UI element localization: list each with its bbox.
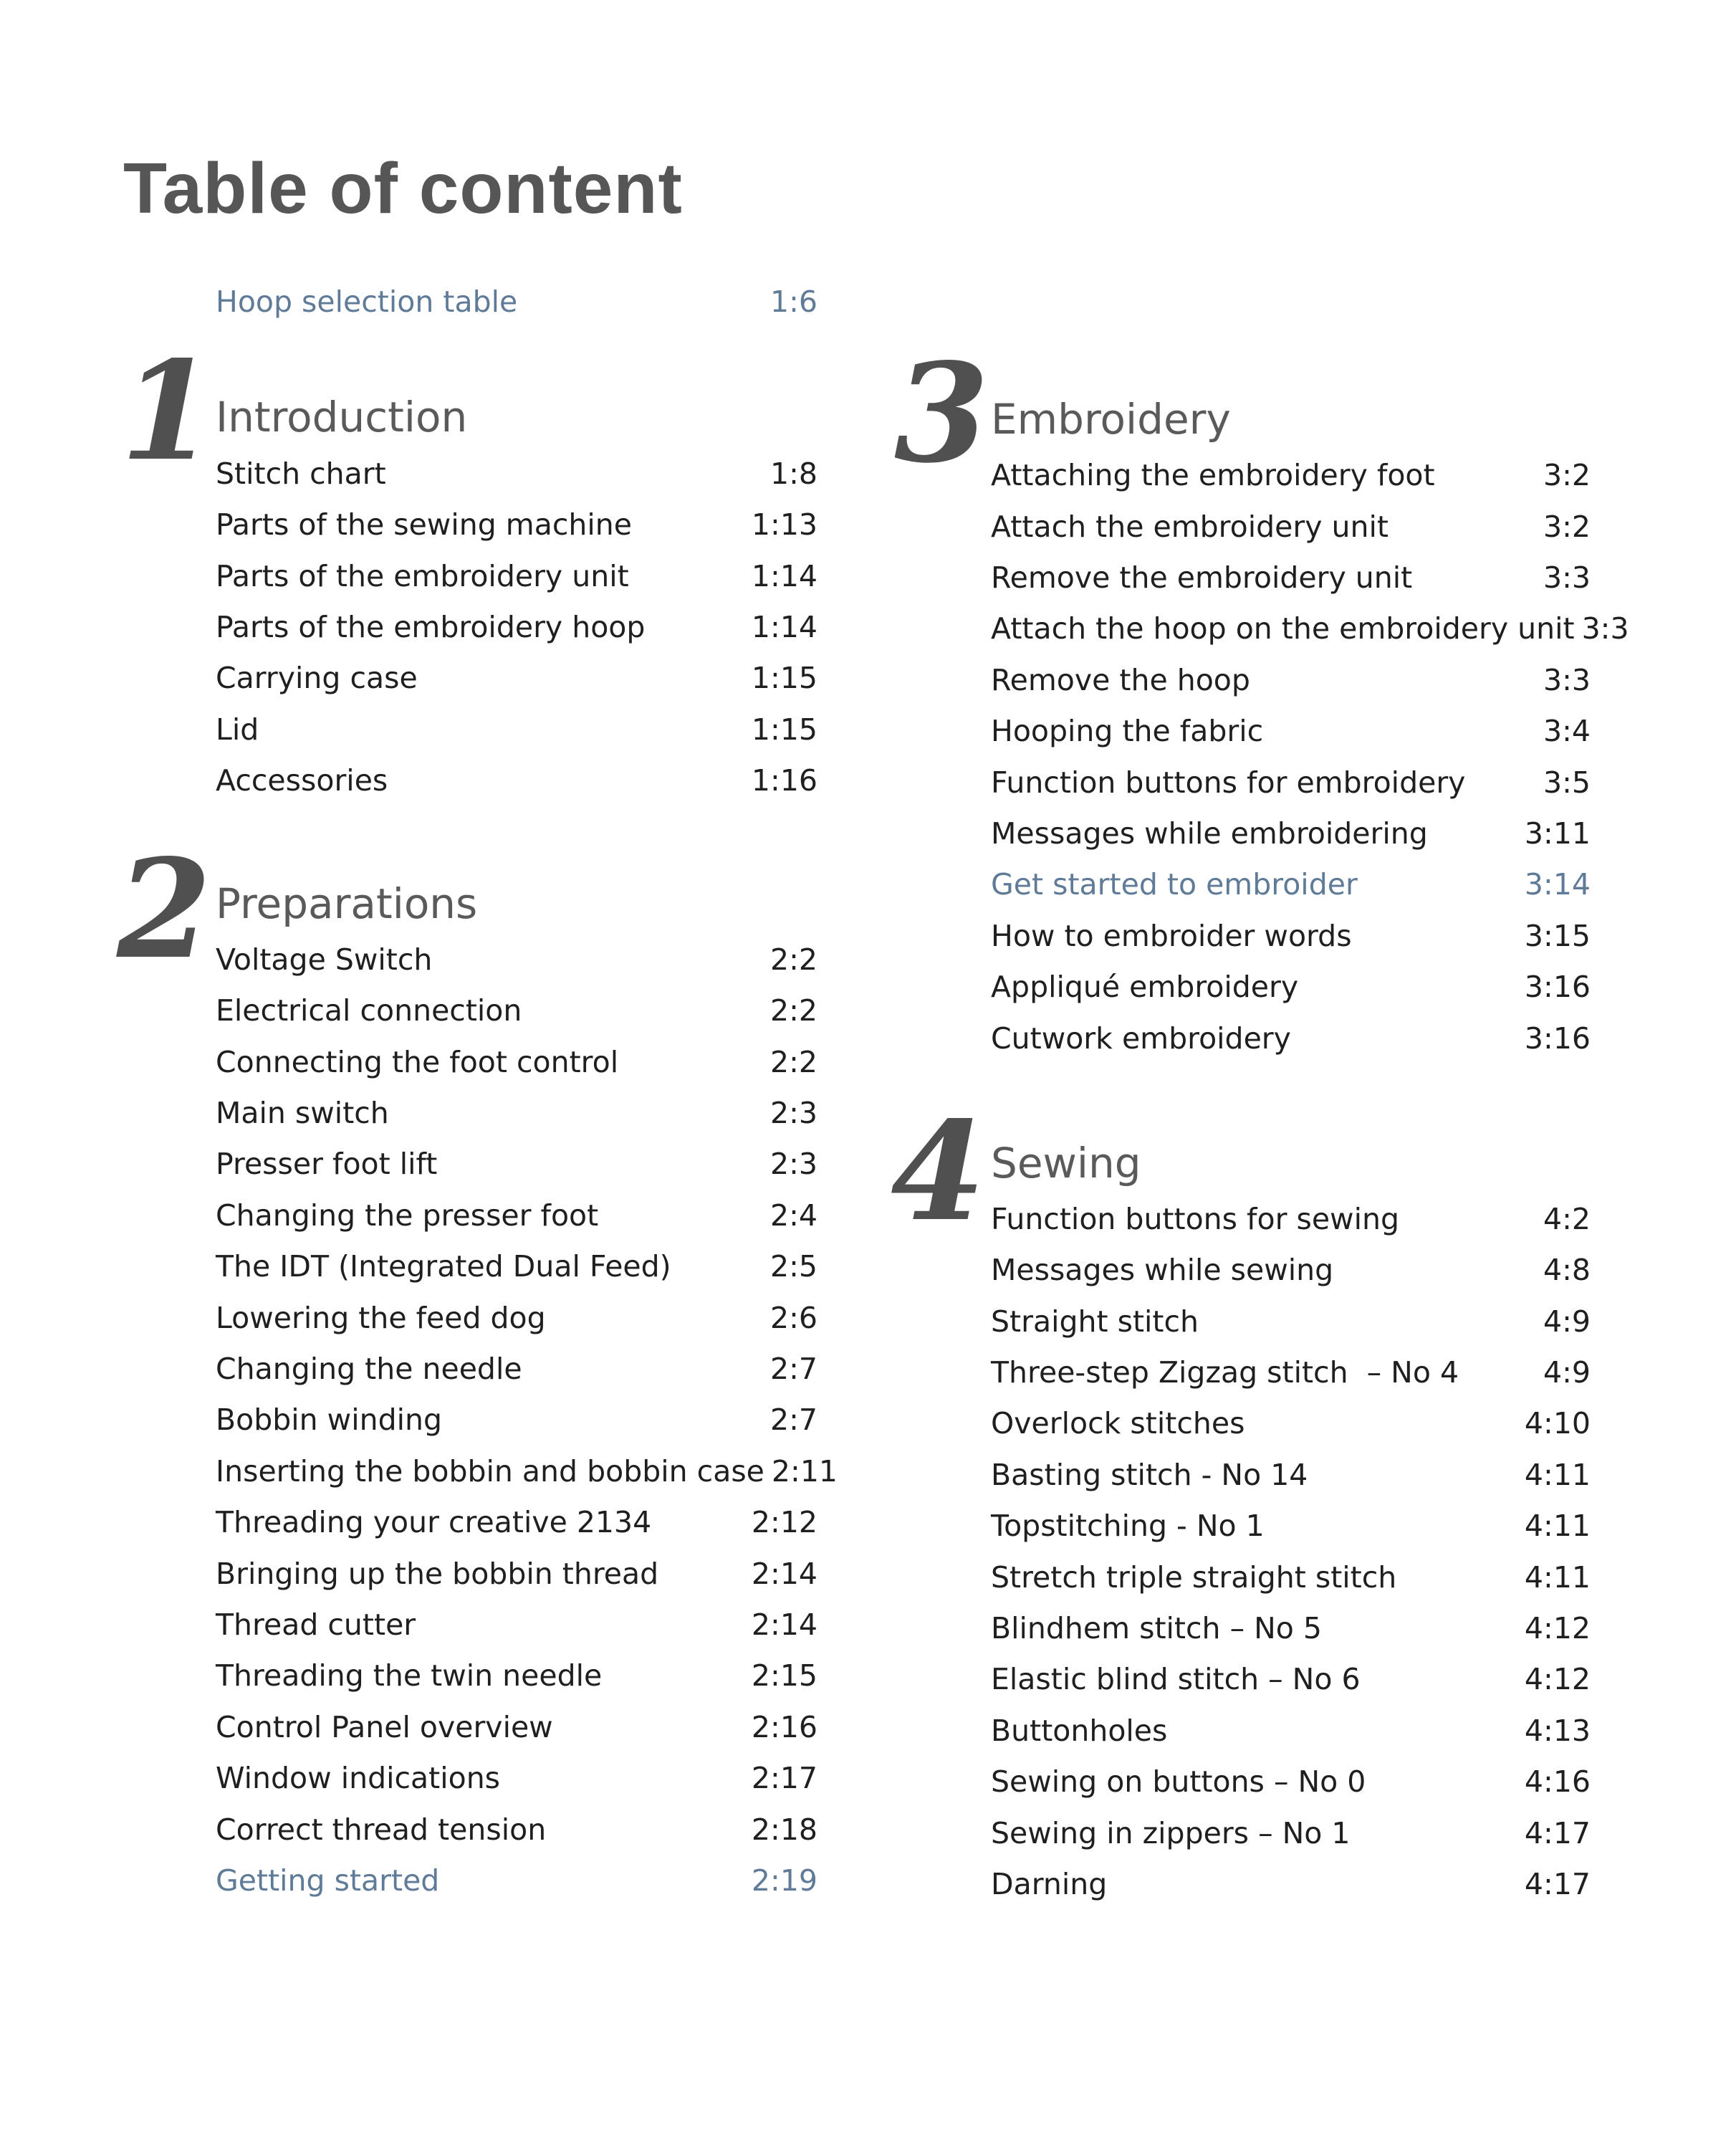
toc-entry-page: 3:5 <box>1543 765 1591 800</box>
toc-entry-label: Bringing up the bobbin thread <box>216 1557 659 1591</box>
chapter-4-title[interactable]: Sewing <box>991 1139 1141 1188</box>
toc-entry-label: Overlock stitches <box>991 1406 1245 1440</box>
toc-entry-label: Correct thread tension <box>216 1812 547 1847</box>
toc-entry-label: Parts of the sewing machine <box>216 507 632 542</box>
toc-entry[interactable] <box>216 1041 817 1084</box>
toc-entry-getting-started[interactable] <box>216 1859 817 1902</box>
toc-entry-page: 3:3 <box>1543 663 1591 697</box>
toc-entry-page: 2:15 <box>751 1658 817 1693</box>
toc-entry[interactable] <box>216 1398 817 1441</box>
toc-entry-page: 3:2 <box>1543 510 1591 544</box>
toc-entry-page: 1:16 <box>751 763 817 798</box>
toc-entry-page: 4:12 <box>1524 1611 1591 1645</box>
chapter-2-title[interactable]: Preparations <box>216 879 478 928</box>
toc-entry-page: 3:16 <box>1524 1021 1591 1056</box>
toc-entry[interactable] <box>991 1017 1591 1060</box>
toc-entry-label: Voltage Switch <box>216 942 433 977</box>
toc-entry-label: Remove the embroidery unit <box>991 560 1413 595</box>
toc-entry[interactable] <box>991 1556 1591 1599</box>
toc-entry-page: 1:15 <box>751 712 817 747</box>
toc-entry-label: Hoop selection table <box>216 285 518 319</box>
toc-entry-label: Lid <box>216 712 259 747</box>
toc-entry[interactable] <box>216 1347 817 1390</box>
toc-entry[interactable] <box>216 1450 838 1493</box>
toc-entry-page: 1:13 <box>751 507 817 542</box>
toc-entry-label: Remove the hoop <box>991 663 1250 697</box>
toc-entry-label: Messages while embroidering <box>991 816 1428 851</box>
toc-entry-label: Function buttons for sewing <box>991 1202 1399 1236</box>
toc-entry-page: 4:13 <box>1524 1714 1591 1748</box>
toc-entry-page: 2:3 <box>770 1096 817 1130</box>
toc-entry-page: 1:8 <box>770 457 817 491</box>
toc-entry[interactable] <box>991 965 1591 1008</box>
toc-entry-page: 4:10 <box>1524 1406 1591 1440</box>
toc-entry[interactable] <box>991 1760 1591 1803</box>
toc-entry-label: Hooping the fabric <box>991 714 1264 748</box>
toc-entry[interactable] <box>216 1808 817 1851</box>
toc-entry-page: 2:5 <box>770 1249 817 1284</box>
toc-entry[interactable] <box>991 659 1591 702</box>
toc-entry[interactable] <box>991 1248 1591 1291</box>
toc-entry-page: 2:18 <box>751 1812 817 1847</box>
toc-entry-label: Topstitching - No 1 <box>991 1509 1265 1543</box>
toc-entry-page: 3:15 <box>1524 919 1591 953</box>
toc-entry[interactable] <box>991 1504 1591 1547</box>
chapter-2-number: 2 <box>117 829 212 989</box>
toc-entry-label: Get started to embroider <box>991 867 1358 902</box>
toc-entry-page: 2:14 <box>751 1607 817 1642</box>
toc-entry[interactable] <box>991 1453 1591 1496</box>
toc-entry-label: Electrical connection <box>216 993 522 1028</box>
toc-entry-label: Presser foot lift <box>216 1147 438 1181</box>
page-title: Table of content <box>123 148 683 229</box>
toc-entry-page: 2:7 <box>770 1403 817 1437</box>
toc-entry-label: Appliqué embroidery <box>991 970 1299 1004</box>
toc-entry[interactable] <box>991 914 1591 957</box>
toc-entry[interactable] <box>991 556 1591 599</box>
toc-entry-page: 3:4 <box>1543 714 1591 748</box>
toc-entry-page: 1:14 <box>751 559 817 593</box>
toc-entry[interactable] <box>991 1709 1591 1752</box>
toc-entry[interactable] <box>216 503 817 546</box>
toc-entry-page: 4:8 <box>1543 1253 1591 1287</box>
toc-entry[interactable] <box>991 1351 1591 1394</box>
toc-entry-page: 3:16 <box>1524 970 1591 1004</box>
toc-entry[interactable] <box>216 938 817 981</box>
toc-entry-label: Stitch chart <box>216 457 386 491</box>
toc-entry[interactable] <box>216 1245 817 1288</box>
chapter-3-title[interactable]: Embroidery <box>991 395 1231 444</box>
chapter-4-number: 4 <box>891 1091 986 1251</box>
toc-entry-page: 4:9 <box>1543 1355 1591 1390</box>
toc-entry-page: 3:11 <box>1524 816 1591 851</box>
toc-entry-label: Threading your creative 2134 <box>216 1505 652 1539</box>
toc-entry-page: 4:11 <box>1524 1509 1591 1543</box>
toc-entry-page: 2:17 <box>751 1761 817 1795</box>
toc-entry[interactable] <box>991 1863 1591 1906</box>
toc-entry[interactable] <box>216 708 817 751</box>
toc-entry-page: 3:3 <box>1581 611 1629 646</box>
toc-entry[interactable] <box>216 1501 817 1544</box>
toc-entry-page: 3:2 <box>1543 458 1591 492</box>
toc-entry[interactable] <box>216 759 817 802</box>
toc-entry-page: 2:11 <box>771 1454 838 1489</box>
toc-entry-label: Thread cutter <box>216 1607 416 1642</box>
toc-entry-label: Connecting the foot control <box>216 1045 619 1079</box>
toc-entry-label: Buttonholes <box>991 1714 1168 1748</box>
toc-entry-page: 4:16 <box>1524 1764 1591 1799</box>
toc-entry[interactable] <box>991 1300 1591 1343</box>
toc-entry-page: 2:2 <box>770 942 817 977</box>
toc-entry[interactable] <box>991 710 1591 752</box>
toc-entry[interactable] <box>991 812 1591 855</box>
toc-entry[interactable] <box>991 1812 1591 1855</box>
toc-entry-page: 4:17 <box>1524 1816 1591 1850</box>
toc-entry-page: 3:3 <box>1543 560 1591 595</box>
toc-entry-label: Window indications <box>216 1761 501 1795</box>
toc-entry[interactable] <box>216 1552 817 1595</box>
toc-entry-label: Basting stitch - No 14 <box>991 1458 1308 1492</box>
toc-entry-page: 2:12 <box>751 1505 817 1539</box>
toc-entry[interactable] <box>216 1091 817 1134</box>
toc-entry-label: Darning <box>991 1867 1108 1901</box>
toc-entry[interactable] <box>216 452 817 495</box>
toc-entry-label: Function buttons for embroidery <box>991 765 1466 800</box>
toc-entry-label: The IDT (Integrated Dual Feed) <box>216 1249 671 1284</box>
toc-entry-label: Changing the needle <box>216 1352 522 1386</box>
toc-entry-page: 3:14 <box>1524 867 1591 902</box>
toc-entry-page: 4:11 <box>1524 1458 1591 1492</box>
toc-entry-label: Accessories <box>216 763 388 798</box>
toc-entry-label: Getting started <box>216 1863 440 1898</box>
toc-entry[interactable] <box>216 989 817 1032</box>
toc-entry-label: Carrying case <box>216 661 418 695</box>
toc-entry[interactable] <box>216 606 817 649</box>
toc-entry-page: 2:19 <box>751 1863 817 1898</box>
toc-entry-label: Cutwork embroidery <box>991 1021 1291 1056</box>
toc-entry-page: 1:15 <box>751 661 817 695</box>
toc-entry[interactable] <box>991 1658 1591 1701</box>
toc-entry-label: Sewing in zippers – No 1 <box>991 1816 1351 1850</box>
toc-entry-page: 4:11 <box>1524 1560 1591 1595</box>
toc-entry[interactable] <box>991 1402 1591 1445</box>
toc-entry-page: 4:12 <box>1524 1662 1591 1696</box>
toc-entry-label: Three-step Zigzag stitch – No 4 <box>991 1355 1459 1390</box>
toc-entry[interactable] <box>991 454 1591 497</box>
toc-entry-page: 2:6 <box>770 1301 817 1335</box>
toc-entry[interactable] <box>216 1706 817 1749</box>
toc-entry-page: 2:14 <box>751 1557 817 1591</box>
toc-entry-label: Messages while sewing <box>991 1253 1334 1287</box>
toc-entry-page: 2:3 <box>770 1147 817 1181</box>
toc-entry-label: Blindhem stitch – No 5 <box>991 1611 1322 1645</box>
toc-entry[interactable] <box>216 1194 817 1237</box>
toc-entry-get-started-embroider[interactable] <box>991 863 1591 906</box>
toc-entry[interactable] <box>991 505 1591 548</box>
toc-entry-label: Control Panel overview <box>216 1710 553 1744</box>
toc-entry[interactable] <box>216 656 817 699</box>
toc-entry-label: Attach the hoop on the embroidery unit <box>991 611 1575 646</box>
toc-entry[interactable] <box>216 1296 817 1339</box>
toc-entry-page: 2:2 <box>770 993 817 1028</box>
toc-entry-label: Elastic blind stitch – No 6 <box>991 1662 1361 1696</box>
toc-entry-label: Sewing on buttons – No 0 <box>991 1764 1366 1799</box>
toc-entry-label: Parts of the embroidery unit <box>216 559 629 593</box>
toc-entry-page: 4:9 <box>1543 1304 1591 1339</box>
toc-entry-label: Inserting the bobbin and bobbin case <box>216 1454 764 1489</box>
toc-entry-hoop-selection[interactable] <box>216 280 817 323</box>
toc-entry-label: Bobbin winding <box>216 1403 443 1437</box>
toc-entry-page: 1:6 <box>770 285 817 319</box>
chapter-1-title[interactable]: Introduction <box>216 393 468 441</box>
toc-entry-page: 4:2 <box>1543 1202 1591 1236</box>
toc-entry-page: 2:4 <box>770 1198 817 1233</box>
toc-entry-label: Main switch <box>216 1096 389 1130</box>
toc-entry[interactable] <box>991 1198 1591 1241</box>
toc-entry[interactable] <box>216 555 817 598</box>
toc-entry-label: Straight stitch <box>991 1304 1199 1339</box>
toc-entry-page: 2:7 <box>770 1352 817 1386</box>
toc-entry-label: Threading the twin needle <box>216 1658 603 1693</box>
toc-entry-label: Attaching the embroidery foot <box>991 458 1435 492</box>
chapter-3-number: 3 <box>894 333 989 493</box>
toc-entry[interactable] <box>991 607 1629 650</box>
toc-entry-label: Changing the presser foot <box>216 1198 599 1233</box>
toc-entry[interactable] <box>216 1654 817 1697</box>
toc-entry[interactable] <box>216 1142 817 1185</box>
toc-entry[interactable] <box>991 761 1591 804</box>
toc-entry-label: Attach the embroidery unit <box>991 510 1389 544</box>
chapter-1-number: 1 <box>120 331 216 491</box>
toc-entry-page: 4:17 <box>1524 1867 1591 1901</box>
toc-entry-page: 1:14 <box>751 610 817 644</box>
toc-entry-page: 2:16 <box>751 1710 817 1744</box>
toc-entry-label: How to embroider words <box>991 919 1352 953</box>
toc-entry-label: Parts of the embroidery hoop <box>216 610 646 644</box>
toc-entry[interactable] <box>991 1607 1591 1650</box>
toc-entry[interactable] <box>216 1757 817 1800</box>
toc-entry-page: 2:2 <box>770 1045 817 1079</box>
toc-entry[interactable] <box>216 1603 817 1646</box>
toc-entry-label: Stretch triple straight stitch <box>991 1560 1397 1595</box>
toc-entry-label: Lowering the feed dog <box>216 1301 546 1335</box>
